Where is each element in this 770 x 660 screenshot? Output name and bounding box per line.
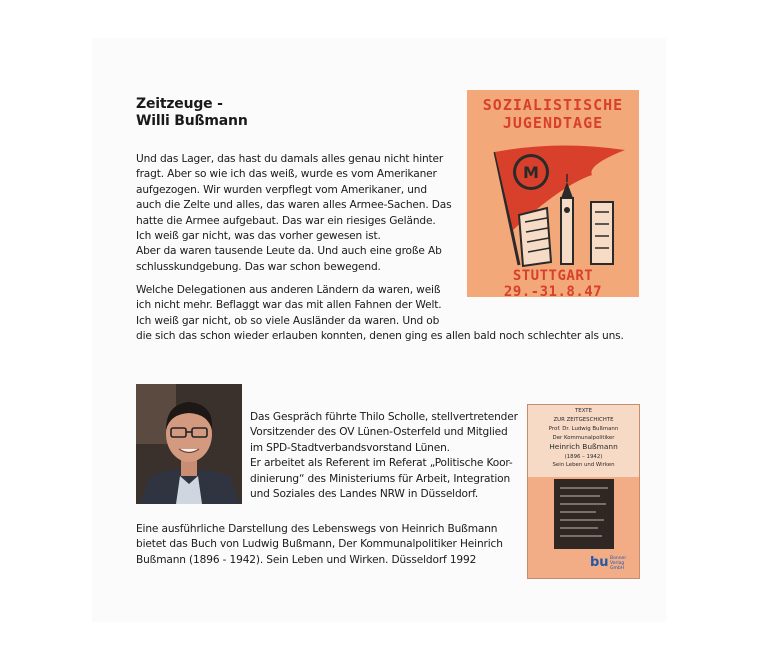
poster-image xyxy=(467,90,639,300)
book-cover-image xyxy=(527,404,640,579)
poster-artwork xyxy=(467,90,639,297)
heading-line-1: Zeitzeuge - xyxy=(136,96,223,112)
book-series-2: ZUR ZEITGESCHICHTE xyxy=(553,417,614,423)
poster-title-line-1: SOZIALISTISCHE xyxy=(482,96,624,114)
heading-line-2: Willi Bußmann xyxy=(136,113,248,129)
memorial-plaque-image xyxy=(554,479,614,549)
book-reference-paragraph: Eine ausführliche Darstellung des Lebenswegs von Heinrich Bußmann bietet das Buch von Ludwig Bußmann, Der Kommunalpolitiker Heinrich Bußmann (1896 - 1942). Sein Leben und Wirken. Düsseldorf 1992 xyxy=(136,523,503,566)
book-subtitle: Der Kommunalpolitiker xyxy=(552,435,615,441)
book-series-1: TEXTE xyxy=(575,408,592,414)
person-figure xyxy=(136,384,242,504)
page-heading xyxy=(136,96,248,130)
publisher-logo: bu xyxy=(590,555,609,570)
book-cover-header xyxy=(528,405,639,477)
svg-text:M: M xyxy=(523,163,539,182)
portrait-photo xyxy=(136,384,242,504)
interview-paragraph-1: Und das Lager, das hast du damals alles genau nicht hinter fragt. Aber so wie ich das weiß, wurde es vom Amerikaner aufgezogen. Wir wurden verpflegt vom Amerikaner, und auch die Zelte und alles, das waren alles Armee-Sachen. Das hatte die Armee aufgebaut. Das war ein riesiges Gelände. Ich weiß gar nicht, was das vorher gewesen ist. Aber da waren tausende Leute da. Und auch eine große Ab schlusskundgebung. Das war schon bewegend. xyxy=(136,153,452,273)
book-tagline: Sein Leben und Wirken xyxy=(552,462,615,468)
interview-paragraph-2: Welche Delegationen aus anderen Ländern da waren, weiß ich nicht mehr. Beflaggt war das mit allen Fahnen der Welt. Ich weiß gar nicht, ob so viele Ausländer da waren. Und ob die sich das schon wieder erlauben konnten, denen ging es allen bald noch schlechter als uns. xyxy=(136,284,624,343)
book-title-name: Heinrich Bußmann xyxy=(549,442,618,451)
publisher-name: Bonner Verlag GmbH xyxy=(610,556,627,571)
book-years: (1896 – 1942) xyxy=(564,454,603,460)
author-note: Das Gespräch führte Thilo Scholle, stellvertretender Vorsitzender des OV Lünen-Osterfeld und Mitglied im SPD-Stadtverbandsvorstand Lünen. Er arbeitet als Referent im Referat „Politische Koor- dinierung“ des Ministeriums für Arbeit, Integration und Soziales des Landes NRW in Düsseldorf. xyxy=(250,411,518,501)
poster-title-line-2: JUGENDTAGE xyxy=(502,114,604,132)
poster-city-date: STUTTGART 29.-31.8.47 xyxy=(503,268,603,300)
book-author: Prof. Dr. Ludwig Bußmann xyxy=(548,426,619,432)
